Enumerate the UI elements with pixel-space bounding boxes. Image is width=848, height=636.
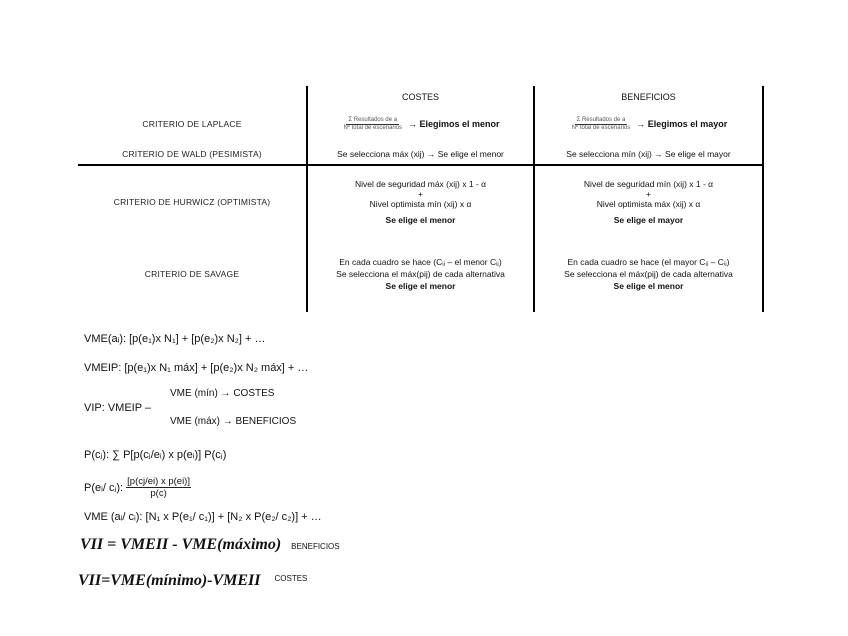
hurwicz-benefits-line2: +: [646, 189, 651, 199]
formula-vme-conditional: VME (aᵢ/ cᵢ): [N₁ x P(e₁/ c₁)] + [N₂ x P(e₂/ c₂)] + …: [84, 511, 322, 523]
hurwicz-costs-line2: +: [418, 189, 423, 199]
wald-costs-text: Se selecciona máx (xij) → Se elige el menor: [337, 149, 504, 159]
wald-costs-cell: [308, 146, 533, 162]
laplace-benefits-fraction: [570, 117, 633, 132]
hurwicz-costs-line4: Se elige el menor: [385, 215, 456, 225]
wald-benefits-text: Se selecciona mín (xij) → Se elige el mayor: [566, 149, 731, 159]
formula-vii-benefits-expr: VII = VMEII - VME(máximo): [80, 536, 282, 553]
formula-vme: VME(aᵢ): [p(e₁)x N₁] + [p(e₂)x N₂] + …: [84, 333, 266, 345]
criterion-wald: [78, 146, 306, 162]
savage-benefits-line2: Se selecciona el máx(pij) de cada alternativa: [564, 269, 733, 279]
header-benefits: [535, 90, 762, 104]
hurwicz-costs-line1: Nivel de seguridad máx (xij) x 1 - α: [354, 179, 487, 189]
decision-criteria-table: [78, 86, 764, 312]
laplace-costs-cell: [308, 112, 533, 136]
formula-vii-costs: [78, 572, 307, 590]
laplace-costs-numerator: Σ Resultados de a: [348, 116, 398, 123]
formula-pe: [84, 476, 191, 499]
savage-costs-line2: Se selecciona el máx(pij) de cada alternativa: [336, 269, 505, 279]
formula-pe-label: P(eᵢ/ cⱼ):: [84, 482, 124, 494]
laplace-benefits-numerator: Σ Resultados de a: [576, 116, 626, 123]
criterion-laplace-label: CRITERIO DE LAPLACE: [142, 119, 242, 129]
table-divider-vertical-3: [762, 86, 764, 312]
laplace-costs-fraction: [341, 117, 404, 132]
hurwicz-benefits-line3: Nivel optimista máx (xij) x α: [596, 199, 701, 209]
criterion-hurwicz-label: CRITERIO DE HURWICZ (OPTIMISTA): [113, 197, 271, 207]
hurwicz-benefits-line1: Nivel de seguridad mín (xij) x 1 - α: [583, 179, 714, 189]
formula-vii-benefits-tag: BENEFICIOS: [291, 542, 340, 551]
savage-costs-line3: Se elige el menor: [385, 281, 456, 291]
criterion-laplace: [78, 114, 306, 134]
header-costs: [308, 90, 533, 104]
wald-benefits-cell: [535, 146, 762, 162]
formula-vip-top: VME (mín) → COSTES: [170, 388, 275, 399]
laplace-benefits-cell: [535, 112, 762, 136]
formula-vmeip: VMEIP: [p(e₁)x N₁ máx] + [p(e₂)x N₂ máx] + …: [84, 362, 309, 374]
formula-pe-fraction: [126, 476, 191, 499]
savage-benefits-line1: En cada cuadro se hace (el mayor Cᵢⱼ – Cᵢⱼ): [567, 257, 730, 267]
formula-vii-benefits: [80, 536, 340, 554]
criterion-savage-label: CRITERIO DE SAVAGE: [144, 269, 240, 279]
formula-vii-costs-expr: VII=VME(mínimo)-VMEII: [78, 572, 261, 589]
criterion-hurwicz: [78, 194, 306, 210]
formula-vip-label: VIP: VMEIP –: [84, 402, 152, 414]
savage-costs-cell: [308, 252, 533, 296]
hurwicz-benefits-cell: [535, 172, 762, 232]
criterion-wald-label: CRITERIO DE WALD (PESIMISTA): [122, 149, 262, 159]
laplace-benefits-result: → Elegimos el mayor: [636, 119, 728, 129]
savage-costs-line1: En cada cuadro se hace (Cᵢⱼ – el menor Cᵢⱼ): [339, 257, 502, 267]
laplace-costs-denominator: Nº total de escenarios: [343, 124, 403, 131]
formula-vii-costs-tag: COSTES: [274, 574, 308, 583]
hurwicz-costs-cell: [308, 172, 533, 232]
header-benefits-label: BENEFICIOS: [621, 92, 676, 102]
hurwicz-costs-line3: Nivel optimista mín (xij) x α: [369, 199, 472, 209]
laplace-benefits-denominator: Nº total de escenarios: [571, 124, 631, 131]
formula-pe-numerator: [p(cj/ei) x p(ei)]: [127, 476, 190, 487]
table-divider-horizontal: [78, 164, 764, 166]
criterion-savage: [78, 266, 306, 282]
formula-vip-bottom: VME (máx) → BENEFICIOS: [170, 416, 297, 427]
formula-pe-denominator: p(c): [150, 488, 167, 499]
formula-pc: P(cⱼ): ∑ P[p(cⱼ/eᵢ) x p(eᵢ)] P(cⱼ): [84, 449, 227, 461]
savage-benefits-line3: Se elige el menor: [613, 281, 684, 291]
laplace-costs-result: → Elegimos el menor: [408, 119, 500, 129]
hurwicz-benefits-line4: Se elige el mayor: [613, 215, 684, 225]
header-costs-label: COSTES: [401, 92, 439, 102]
savage-benefits-cell: [535, 252, 762, 296]
